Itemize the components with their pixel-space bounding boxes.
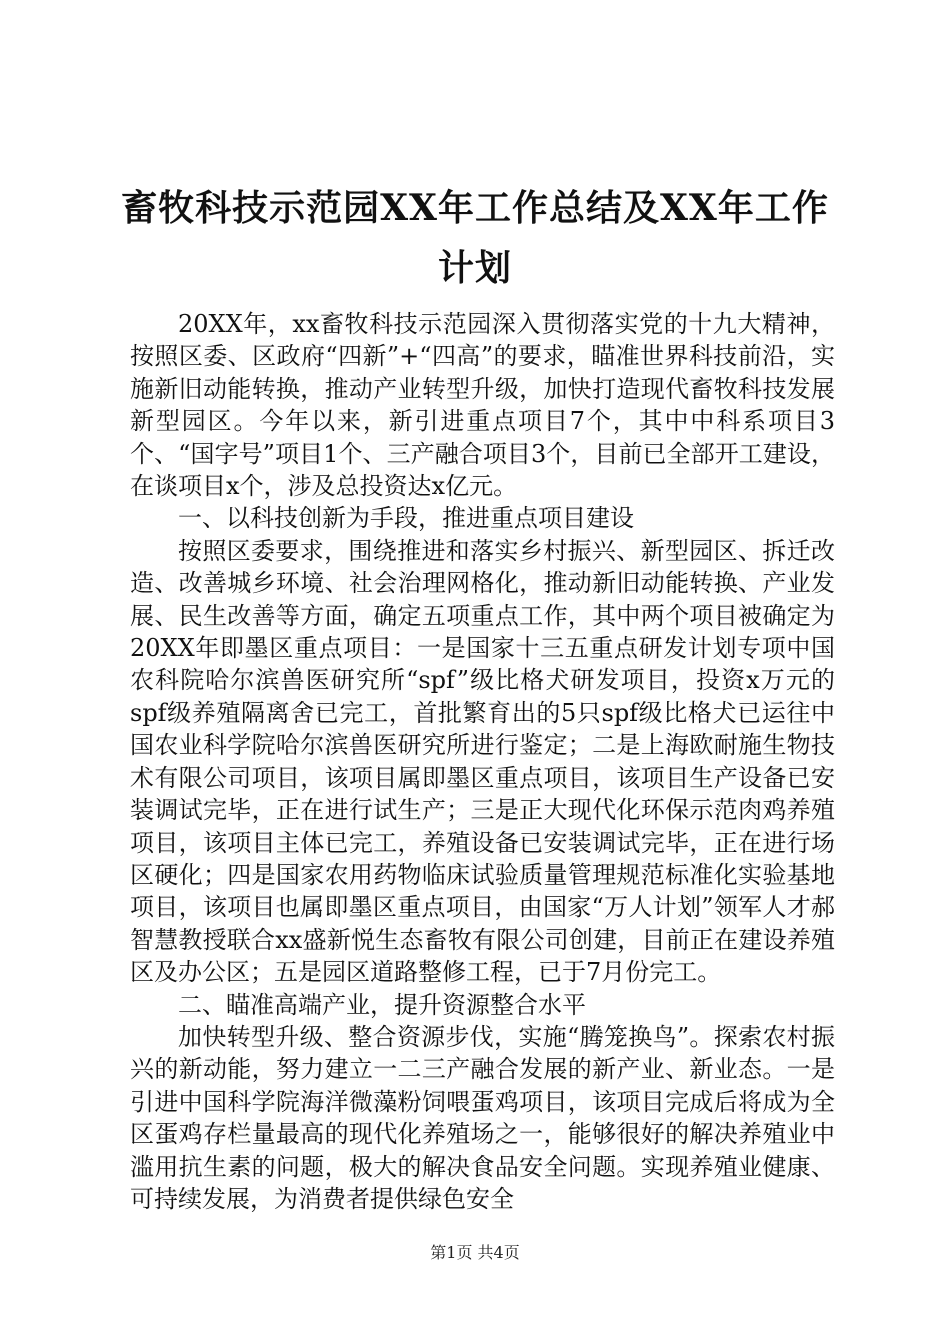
page-number-footer: 第1页 共4页: [430, 1243, 520, 1262]
section-heading-1: 一、以科技创新为手段，推进重点项目建设: [178, 504, 634, 533]
section-heading-2: 二、瞄准高端产业，提升资源整合水平: [178, 990, 586, 1019]
document-body: [130, 308, 835, 1215]
document-title: 畜牧科技示范园XX年工作总结及XX年工作计划: [121, 187, 829, 289]
paragraph-section-1: 按照区委要求，围绕推进和落实乡村振兴、新型园区、拆迁改造、改善城乡环境、社会治理网格化，推动新旧动能转换、产业发展、民生改善等方面，确定五项重点工作，其中两个项目被确定为20XX年即墨区重点项目：一是国家十三五重点研发计划专项中国农科院哈尔滨兽医研究所“spf”级比格犬研发项目，投资x万元的spf级养殖隔离舍已完工，首批繁育出的5只spf级比格犬已运往中国农业科学院哈尔滨兽医研究所进行鉴定；二是上海欧耐施生物技术有限公司项目，该项目属即墨区重点项目，该项目生产设备已安装调试完毕，正在进行试生产；三是正大现代化环保示范肉鸡养殖项目，该项目主体已完工，养殖设备已安装调试完毕，正在进行场区硬化；四是国家农用药物临床试验质量管理规范标准化实验基地项目，该项目也属即墨区重点项目，由国家“万人计划”领军人才郝智慧教授联合xx盛新悦生态畜牧有限公司创建，目前正在建设养殖区及办公区；五是园区道路整修工程，已于7月份完工。: [130, 536, 835, 987]
paragraph-section-2: 加快转型升级、整合资源步伐，实施“腾笼换鸟”。探索农村振兴的新动能，努力建立一二三产融合发展的新产业、新业态。一是引进中国科学院海洋微藻粉饲喂蛋鸡项目，该项目完成后将成为全区蛋鸡存栏量最高的现代化养殖场之一，能够很好的解决养殖业中滥用抗生素的问题，极大的解决食品安全问题。实现养殖业健康、可持续发展，为消费者提供绿色安全: [130, 1022, 835, 1213]
paragraph-intro: 20XX年，xx畜牧科技示范园深入贯彻落实党的十九大精神，按照区委、区政府“四新”+“四高”的要求，瞄准世界科技前沿，实施新旧动能转换，推动产业转型升级，加快打造现代畜牧科技发展新型园区。今年以来，新引进重点项目7个，其中中科系项目3个、“国字号”项目1个、三产融合项目3个，目前已全部开工建设，在谈项目x个，涉及总投资达x亿元。: [130, 310, 835, 501]
